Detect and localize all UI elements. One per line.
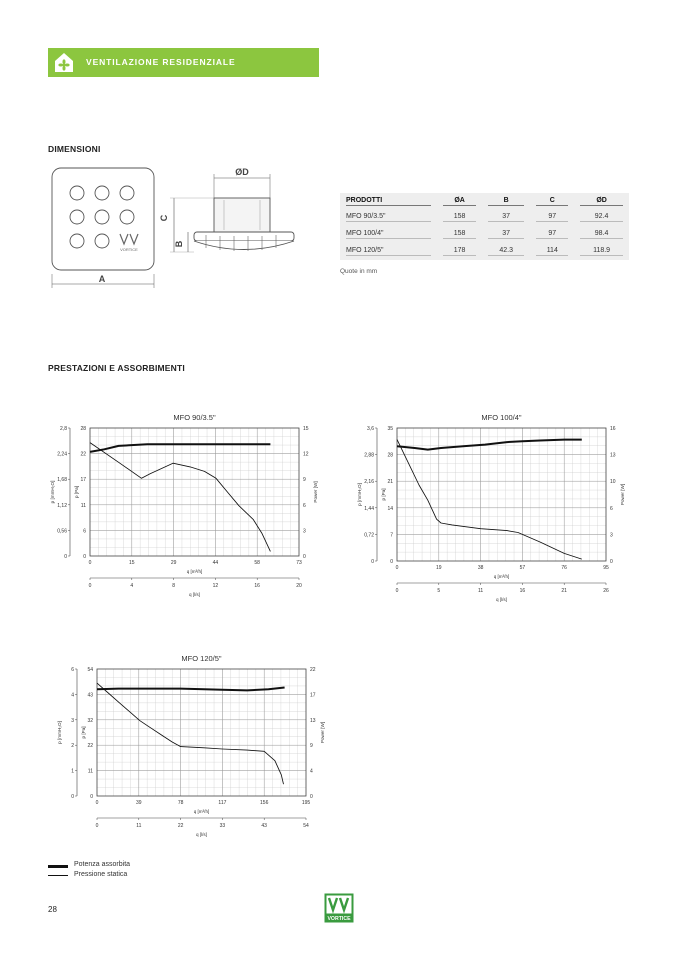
secondary-x-tick-label: 5 (437, 588, 441, 594)
secondary-x-tick-label: 0 (95, 823, 99, 829)
secondary-x-tick-label: 11 (136, 823, 142, 829)
banner-title: VENTILAZIONE RESIDENZIALE (86, 57, 236, 67)
x-tick-label: 78 (177, 800, 184, 806)
chart-title: MFO 100/4" (481, 413, 522, 422)
secondary-x-tick-label: 54 (303, 823, 309, 829)
chart-title: MFO 120/5" (181, 654, 222, 663)
col-a: ØA (437, 193, 482, 209)
secondary-y-tick-label: 2 (71, 743, 74, 750)
col-d: ØD (574, 193, 629, 209)
table-cell: 118.9 (574, 243, 629, 260)
table-cell: MFO 100/4" (340, 226, 437, 243)
x-tick-label: 15 (129, 560, 135, 566)
chart-title: MFO 90/3.5" (173, 413, 216, 422)
col-prodotti: PRODOTTI (340, 193, 437, 209)
y-right-tick-label: 13 (310, 717, 316, 724)
x-tick-label: 156 (260, 800, 269, 806)
secondary-x-tick-label: 33 (219, 823, 226, 829)
legend-label-pressure: Pressione statica (74, 871, 128, 878)
x-tick-label: 58 (254, 560, 260, 566)
chart-mfo-120 (52, 650, 342, 840)
y-tick-label: 28 (80, 426, 86, 432)
secondary-x-tick-label: 8 (172, 583, 175, 589)
series-pressure-line (97, 683, 284, 784)
series-pressure-line (397, 439, 582, 559)
series-power-line (97, 688, 285, 691)
y-right-tick-label: 13 (610, 452, 616, 459)
products-table (340, 193, 629, 260)
svg-text:VORTICE: VORTICE (120, 247, 138, 252)
section-banner (48, 48, 319, 77)
y-tick-label: 11 (80, 502, 86, 509)
plot-frame (90, 428, 299, 556)
y-tick-label: 7 (390, 532, 393, 539)
y-tick-label: 22 (87, 743, 93, 750)
x-tick-label: 73 (296, 560, 302, 566)
x-axis-label: q [m³/h] (193, 809, 210, 814)
col-b: B (482, 193, 530, 209)
table-cell: 42.3 (482, 243, 530, 260)
table-cell: 98.4 (574, 226, 629, 243)
y-tick-label: 43 (87, 692, 93, 699)
dimensions-heading: DIMENSIONI (48, 144, 101, 154)
secondary-y-tick-label: 3,6 (367, 426, 374, 432)
y-right-tick-label: 0 (303, 554, 306, 560)
secondary-x-axis-label: q [l/s] (496, 597, 507, 602)
secondary-y-tick-label: 6 (71, 667, 74, 673)
table-cell: 97 (530, 209, 574, 226)
x-tick-label: 0 (88, 560, 92, 566)
y-tick-label: 32 (87, 717, 93, 724)
table-cell: MFO 90/3.5" (340, 209, 437, 226)
secondary-y-tick-label: 0,56 (57, 528, 67, 535)
plot-frame (397, 428, 606, 561)
y-right-tick-label: 3 (303, 528, 306, 535)
secondary-y-axis-label: p [mmH₂O] (357, 483, 362, 506)
secondary-x-tick-label: 16 (519, 588, 526, 594)
dim-label-a: A (98, 274, 106, 284)
table-row (340, 226, 629, 243)
table-cell: 114 (530, 243, 574, 260)
x-tick-label: 76 (561, 565, 567, 571)
y-right-axis-label: Power [W] (620, 483, 625, 506)
y-right-tick-label: 15 (303, 426, 309, 432)
secondary-y-tick-label: 0 (64, 554, 67, 560)
secondary-y-tick-label: 2,24 (57, 451, 67, 458)
secondary-y-tick-label: 1,68 (57, 477, 67, 484)
y-right-axis-label: Power [W] (313, 481, 318, 503)
secondary-x-axis-label: q [l/s] (189, 592, 200, 597)
secondary-y-tick-label: 1,44 (364, 505, 374, 512)
secondary-y-axis-label: p [mmH₂O] (57, 721, 62, 744)
secondary-y-tick-label: 2,16 (364, 479, 374, 486)
x-tick-label: 19 (436, 565, 442, 571)
x-tick-label: 57 (519, 565, 526, 571)
secondary-y-tick-label: 0 (371, 559, 374, 565)
y-right-tick-label: 12 (303, 451, 309, 458)
table-cell: 92.4 (574, 209, 629, 226)
secondary-x-tick-label: 11 (477, 588, 484, 594)
secondary-y-tick-label: 2,88 (364, 452, 374, 459)
table-cell: 158 (437, 209, 482, 226)
series-power-line (90, 444, 270, 452)
y-tick-label: 6 (83, 528, 86, 535)
x-tick-label: 39 (136, 800, 142, 806)
y-tick-label: 11 (87, 768, 93, 775)
secondary-x-tick-label: 26 (603, 588, 609, 594)
y-axis-label: p [Pa] (381, 488, 386, 501)
y-right-tick-label: 17 (310, 692, 316, 699)
legend-label-power: Potenza assorbita (74, 861, 131, 868)
secondary-y-tick-label: 1 (71, 768, 74, 775)
chart-grid (90, 428, 299, 556)
col-c: C (530, 193, 574, 209)
table-header-row (340, 193, 629, 209)
secondary-y-tick-label: 0 (71, 794, 74, 800)
y-axis-label: p [Pa] (74, 485, 79, 499)
legend-swatch-pressure (48, 875, 68, 876)
y-right-tick-label: 9 (310, 743, 313, 750)
dimensions-drawing (44, 160, 314, 290)
secondary-x-tick-label: 4 (130, 583, 134, 589)
secondary-x-tick-label: 0 (395, 588, 399, 594)
y-tick-label: 21 (387, 479, 393, 486)
y-right-tick-label: 0 (610, 559, 613, 565)
y-axis-label: p [Pa] (81, 726, 86, 739)
x-tick-label: 0 (395, 565, 399, 571)
x-tick-label: 38 (477, 565, 484, 571)
x-tick-label: 95 (603, 565, 609, 571)
x-axis-label: q [m³/h] (493, 574, 510, 579)
vortice-logo-text: VORTICE (327, 916, 351, 922)
secondary-y-tick-label: 1,12 (57, 502, 67, 509)
y-right-tick-label: 0 (310, 794, 313, 800)
dim-label-b: B (174, 240, 184, 248)
y-right-tick-label: 6 (303, 502, 306, 509)
secondary-x-tick-label: 16 (254, 583, 260, 589)
y-tick-label: 0 (90, 794, 93, 800)
secondary-y-tick-label: 2,8 (60, 426, 67, 432)
table-cell: MFO 120/5" (340, 243, 437, 260)
y-right-tick-label: 16 (610, 426, 616, 432)
page-number: 28 (48, 905, 57, 914)
secondary-x-tick-label: 22 (177, 823, 184, 829)
y-right-tick-label: 6 (610, 505, 613, 512)
table-cell: 158 (437, 226, 482, 243)
y-tick-label: 17 (80, 477, 86, 484)
x-tick-label: 195 (301, 800, 311, 806)
y-tick-label: 0 (83, 554, 86, 560)
secondary-y-axis-label: p [mmH₂O] (50, 480, 55, 504)
y-tick-label: 0 (390, 559, 393, 565)
table-note: Quote in mm (340, 268, 378, 275)
y-right-tick-label: 9 (303, 477, 306, 484)
secondary-x-tick-label: 43 (261, 823, 267, 829)
vortice-logo (324, 893, 354, 923)
series-power-line (397, 440, 582, 450)
table-cell: 37 (482, 209, 530, 226)
secondary-y-tick-label: 4 (71, 692, 74, 699)
series-pressure-line (90, 443, 270, 552)
y-right-axis-label: Power [W] (320, 721, 325, 744)
y-tick-label: 35 (387, 426, 393, 432)
y-right-tick-label: 22 (310, 667, 316, 673)
dim-label-c: C (159, 214, 169, 222)
secondary-x-tick-label: 20 (296, 583, 302, 589)
x-tick-label: 0 (95, 800, 99, 806)
chart-mfo-100 (350, 408, 640, 604)
x-tick-label: 29 (170, 560, 177, 566)
table-cell: 97 (530, 226, 574, 243)
y-right-tick-label: 3 (610, 532, 613, 539)
x-axis-label: q [m³/h] (186, 569, 203, 574)
secondary-x-tick-label: 0 (88, 583, 92, 589)
dim-label-d: ØD (235, 167, 249, 177)
performance-heading: PRESTAZIONI E ASSORBIMENTI (48, 363, 185, 373)
legend-swatch-power (48, 865, 68, 868)
y-tick-label: 22 (80, 451, 86, 458)
x-tick-label: 44 (212, 560, 219, 566)
x-tick-label: 117 (218, 800, 227, 806)
secondary-x-tick-label: 21 (561, 588, 567, 594)
y-right-tick-label: 4 (310, 768, 313, 775)
y-tick-label: 54 (87, 667, 93, 673)
house-fan-icon (54, 52, 74, 73)
secondary-x-tick-label: 12 (212, 583, 219, 589)
table-cell: 178 (437, 243, 482, 260)
table-row (340, 209, 629, 226)
chart-grid (397, 428, 606, 561)
secondary-x-axis-label: q [l/s] (196, 832, 207, 837)
secondary-y-tick-label: 3 (71, 717, 74, 724)
chart-mfo-90 (40, 408, 330, 598)
secondary-y-tick-label: 0,72 (364, 532, 374, 539)
y-tick-label: 14 (387, 505, 393, 512)
y-tick-label: 28 (387, 452, 393, 459)
table-cell: 37 (482, 226, 530, 243)
table-row (340, 243, 629, 260)
y-right-tick-label: 10 (610, 479, 616, 486)
